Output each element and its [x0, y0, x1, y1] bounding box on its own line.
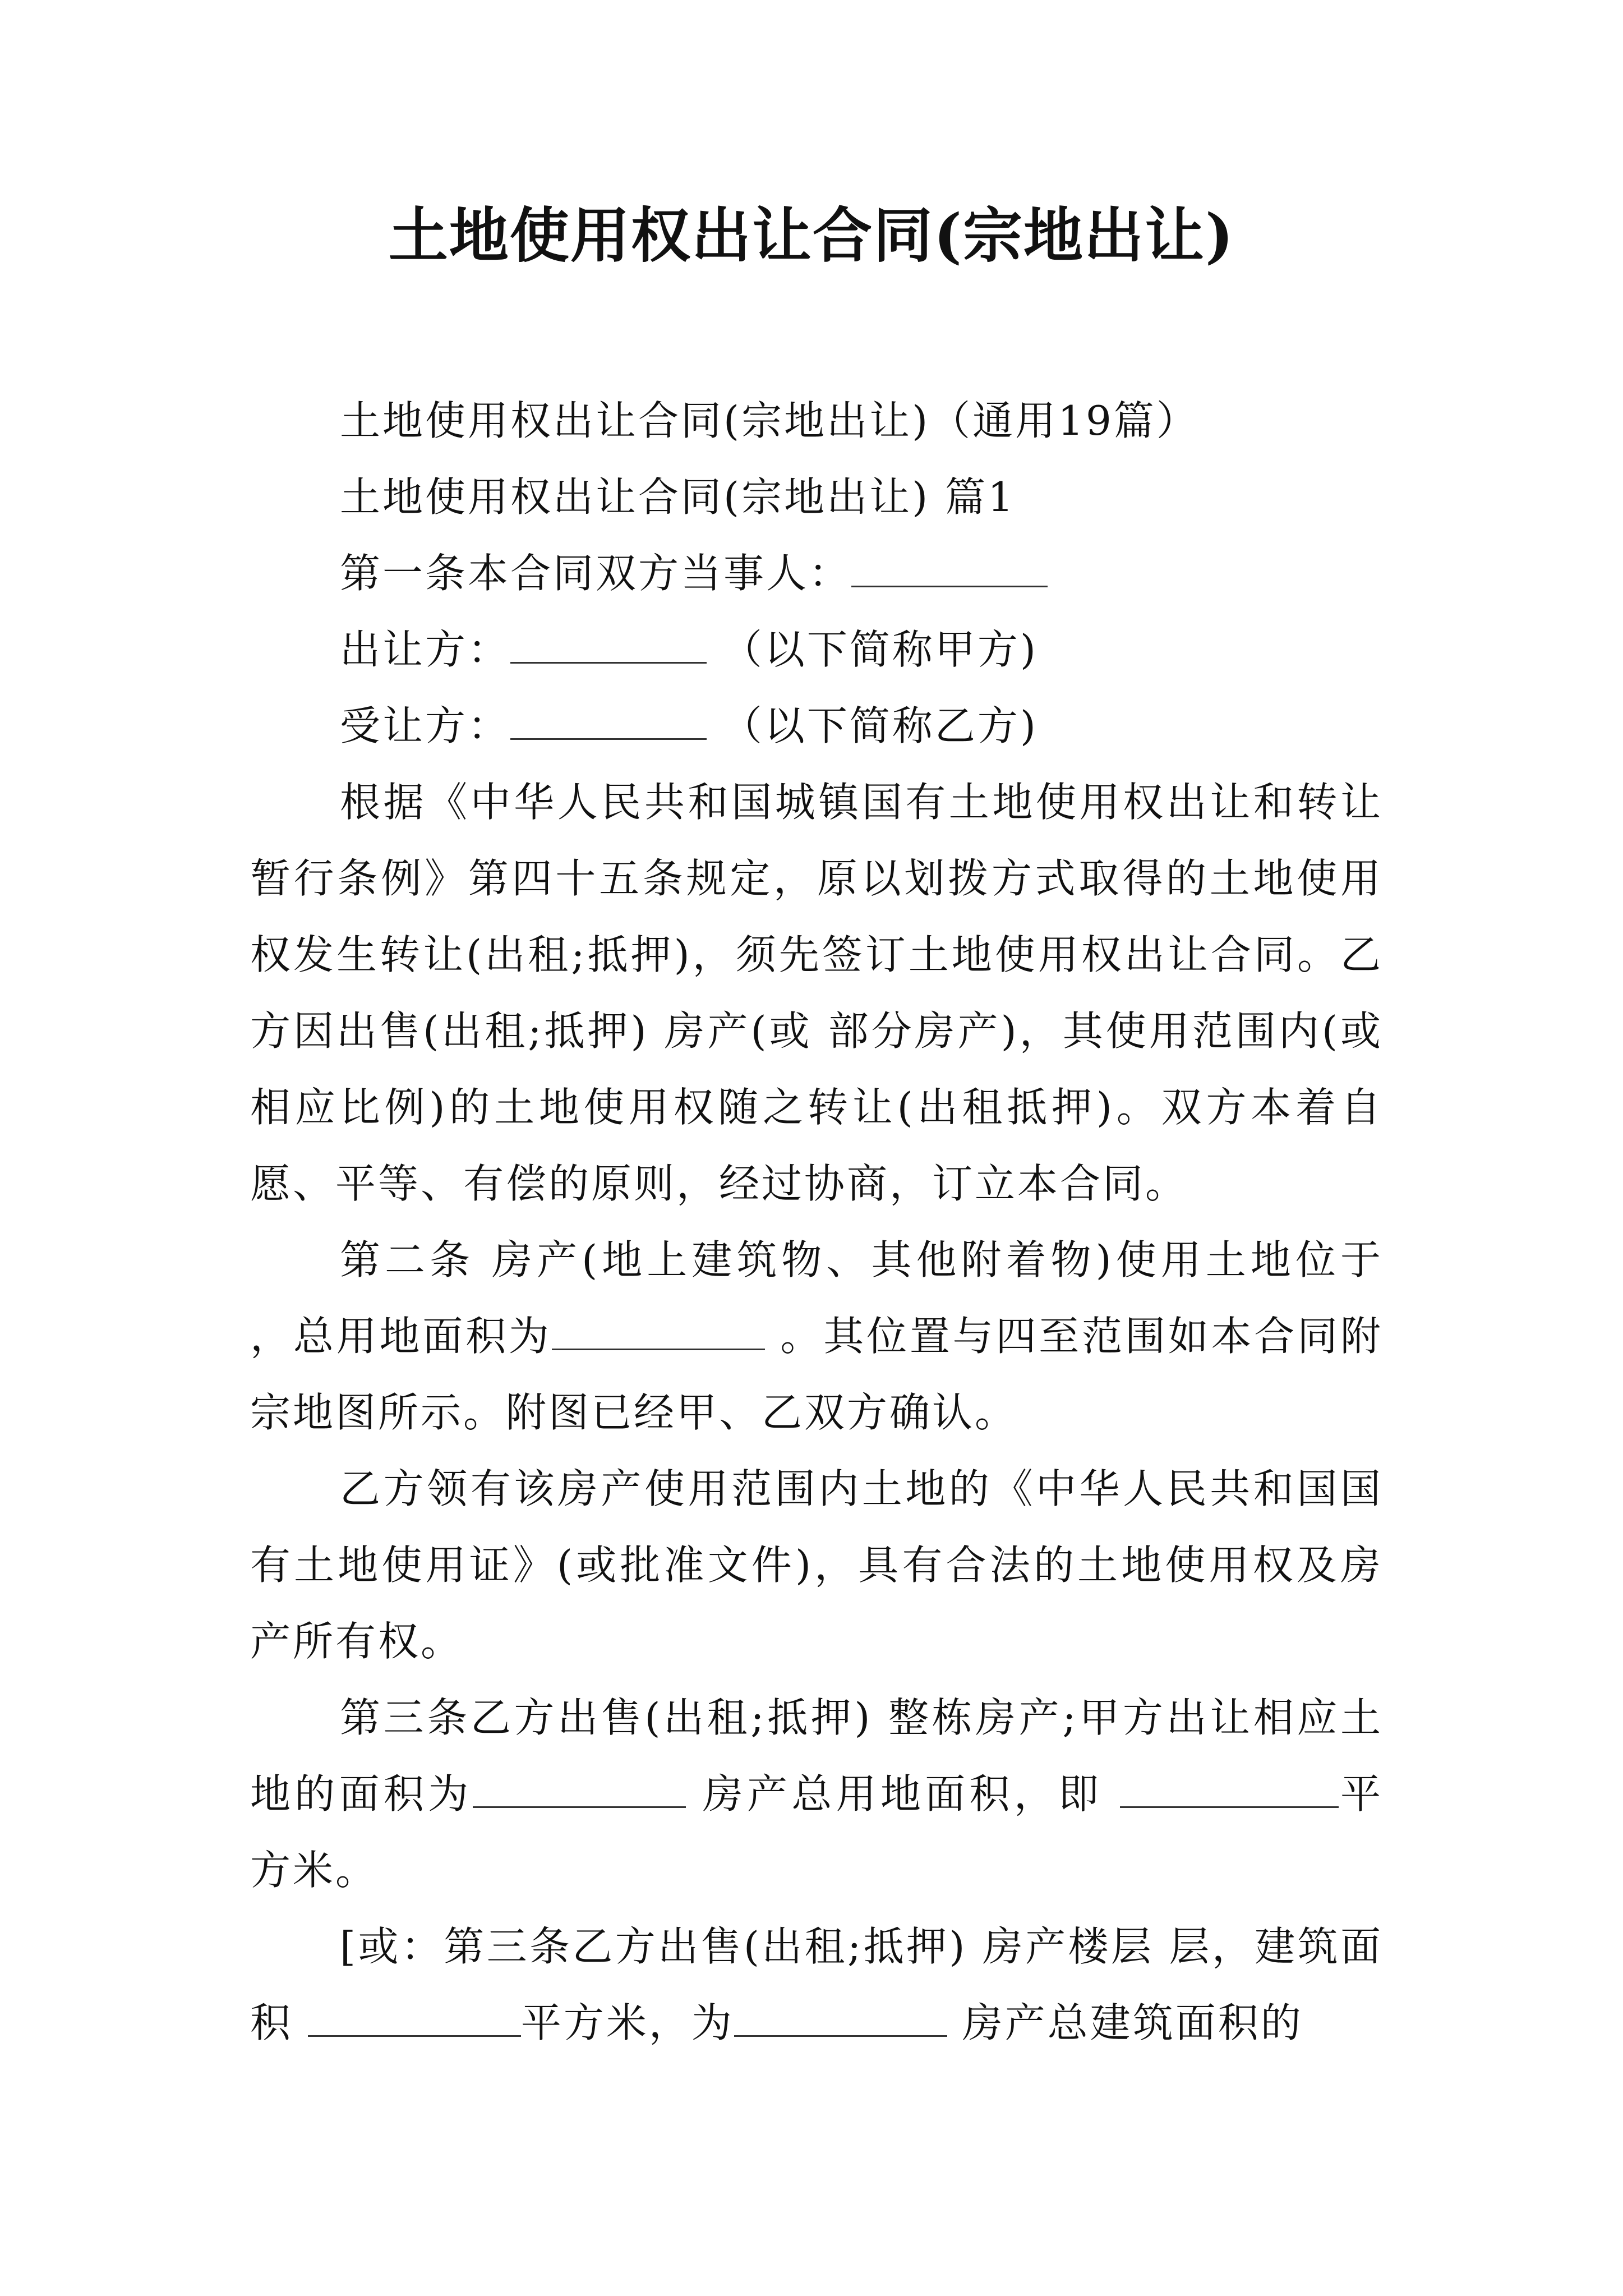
grantee-note: （以下简称乙方)	[721, 702, 1038, 749]
floor-area-blank	[308, 1997, 521, 2037]
parties-label: 第一条本合同双方当事人：	[340, 550, 852, 597]
paragraph-heading-general: 土地使用权出让合同(宗地出让)（通用19篇）	[340, 397, 1199, 444]
article-2-text-tail: 。其位置与四至范围如本合同附宗地图所示。附图已经甲、乙双方确认。	[250, 1313, 1383, 1436]
paragraph-grantee	[250, 688, 1383, 764]
article-3-alt-text-mid: 平方米，为	[520, 1999, 734, 2046]
building-ratio-blank	[734, 1997, 947, 2037]
article-2-text: 第二条 房产(地上建筑物、其他附着物)使用土地位于 ，总用地面积为	[250, 1236, 1383, 1360]
grantee-blank	[510, 700, 707, 740]
paragraph-basis: 根据《中华人民共和国城镇国有土地使用权出让和转让暂行条例》第四十五条规定，原以划拨方式取得的土地使用权发生转让(出租;抵押)，须先签订土地使用权出让合同。乙方因出售(出租;抵押) 房产(或 部分房产)，其使用范围内(或相应比例)的土地使用权随之转让(出租抵押)。双方本着自愿、平等、有偿的原则，经过协商，订立本合同。	[250, 779, 1383, 1207]
article-3-text-tail: 平方米。	[250, 1770, 1383, 1894]
land-area-blank	[552, 1310, 765, 1350]
grantor-label: 出让方：	[340, 626, 511, 673]
article-3-alt-text: [或：第三条乙方出售(出租;抵押) 房产楼层 层，建筑面积	[250, 1923, 1383, 2046]
square-meter-blank	[1120, 1768, 1339, 1808]
paragraph-article-3	[250, 1680, 1383, 1908]
paragraph-certificate: 乙方领有该房产使用范围内土地的《中华人民共和国国有土地使用证》(或批准文件)，具有合法的土地使用权及房产所有权。	[250, 1465, 1383, 1665]
parties-blank	[851, 547, 1048, 587]
article-3-text: 第三条乙方出售(出租;抵押) 整栋房产;甲方出让相应土地的面积为	[250, 1694, 1383, 1818]
page-title: 土地使用权出让合同(宗地出让)	[388, 200, 1235, 270]
grantor-note: （以下简称甲方)	[721, 626, 1038, 673]
paragraph-article-3-alt	[250, 1908, 1383, 2061]
paragraph-grantor	[250, 611, 1383, 688]
paragraph-article-2	[250, 1222, 1383, 1451]
paragraph-heading-article-1: 土地使用权出让合同(宗地出让) 篇1	[340, 473, 1016, 521]
grantee-label: 受让方：	[340, 702, 511, 749]
ratio-blank	[473, 1768, 686, 1808]
article-3-text-mid: 房产总用地面积，即	[685, 1770, 1120, 1818]
article-3-alt-text-tail: 房产总建筑面积的	[947, 1999, 1303, 2046]
grantor-blank	[510, 624, 707, 664]
paragraph-parties	[250, 535, 1383, 611]
document-body	[250, 383, 1383, 2061]
